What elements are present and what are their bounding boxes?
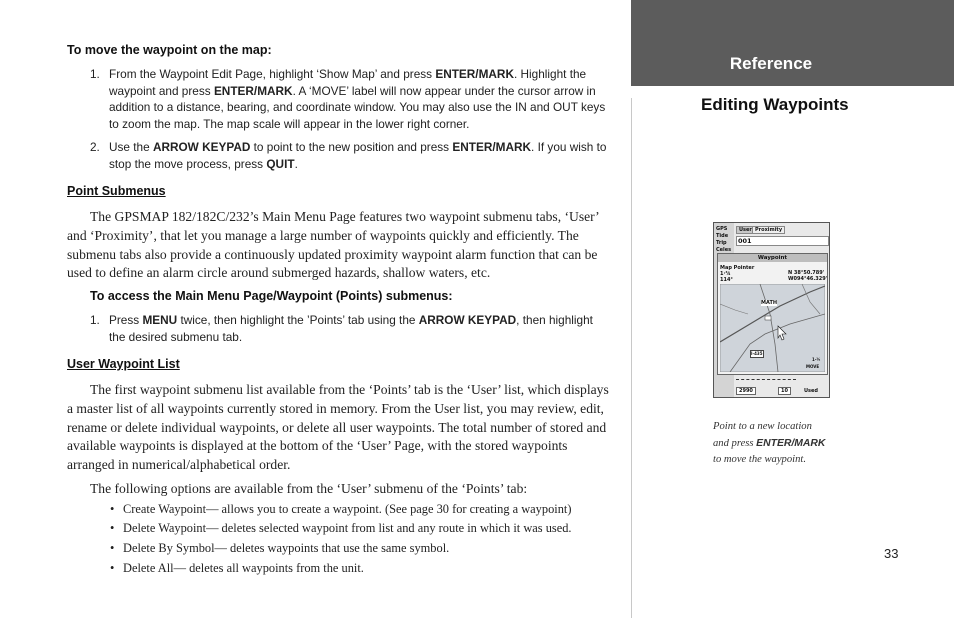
waypoint-list-row: 001	[736, 236, 829, 246]
gps-screenshot	[713, 222, 830, 398]
side-tab: Celes	[716, 247, 732, 253]
step-number: 1.	[90, 313, 100, 327]
section-title: Editing Waypoints	[701, 95, 849, 114]
user-waypoint-list-heading[interactable]: User Waypoint List	[67, 357, 180, 371]
step-text: Press MENU twice, then highlight the ’Points’ tab using the ARROW KEYPAD, then highlight the desired submenu tab.	[109, 313, 593, 344]
step-text: Use the ARROW KEYPAD to point to the new position and press ENTER/MARK. If you wish to stop the move process, press QUIT.	[109, 140, 607, 171]
reference-header-title: Reference	[729, 54, 813, 73]
stored-count: 10	[778, 387, 791, 395]
access-step-1	[90, 312, 610, 346]
used-label: Used	[804, 388, 819, 394]
waypoint-marker	[765, 316, 771, 320]
point-submenus-paragraph: The GPSMAP 182/182C/232’s Main Menu Page features two waypoint submenu tabs, ‘User’ and ‘Proximity’, that let you manage a large number of waypoints quickly and efficiently. The submenu tabs also provide a continuously updated proximity waypoint alarm function that can be used to define an alarm circle around submerged hazards, shallow waters, etc.	[67, 209, 599, 281]
info-longitude: W094°46.329'	[788, 276, 828, 282]
waypoint-dialog	[717, 253, 828, 375]
move-step-1	[90, 66, 610, 134]
side-tab: Trip	[716, 240, 727, 246]
column-divider	[631, 98, 632, 618]
caption-line: and press ENTER/MARK	[713, 437, 826, 449]
move-label: MOVE	[806, 364, 820, 369]
point-submenus-heading[interactable]: Point Submenus	[67, 184, 166, 198]
bullet-item: • Delete Waypoint— deletes selected waypoint from list and any route in which it was used.	[110, 521, 572, 535]
top-tab: Proximity	[752, 226, 785, 234]
route-shield: I-435	[751, 351, 763, 356]
dialog-title: Waypoint	[718, 254, 827, 262]
info-latitude: N 38°50.789'	[788, 270, 825, 276]
side-tab: GPS	[716, 226, 728, 232]
user-waypoint-list-paragraph: The first waypoint submenu list available from the ‘Points’ tab is the ‘User’ list, which displays a master list of all waypoints currently stored in memory. From the User list, you may review, edit, rename or delete individual waypoints, or delete all user waypoints. The total number of stored and available waypoints is displayed at the bottom of the ‘User’ Page, with the stored waypoints arranged in numerical/alphabetical order.	[67, 382, 609, 473]
step-number: 2.	[90, 140, 100, 154]
used-count: 2990	[736, 387, 756, 395]
info-bearing: 114°	[720, 277, 733, 283]
info-distance: 1·¾	[720, 271, 731, 277]
page-number: 33	[884, 546, 899, 561]
map-scale: 1·¾	[812, 357, 821, 362]
side-tab: Tide	[716, 233, 729, 239]
divider	[736, 379, 796, 380]
bullet-item: • Delete By Symbol— deletes waypoints that use the same symbol.	[110, 541, 450, 555]
bullet-item: • Delete All— deletes all waypoints from the unit.	[110, 561, 364, 575]
step-number: 1.	[90, 67, 100, 81]
figure-caption	[713, 419, 825, 469]
caption-line: to move the waypoint.	[713, 454, 806, 465]
access-submenus-heading: To access the Main Menu Page/Waypoint (Points) submenus:	[90, 289, 453, 303]
caption-line: Point to a new location	[713, 421, 812, 432]
bullet-item: • Create Waypoint— allows you to create a waypoint. (See page 30 for creating a waypoint)	[110, 502, 572, 516]
top-tab: User	[736, 226, 755, 234]
options-intro-paragraph: The following options are available from the ‘User’ submenu of the ‘Points’ tab:	[90, 481, 528, 496]
move-waypoint-heading: To move the waypoint on the map:	[67, 43, 272, 57]
map-label: MATH	[761, 300, 778, 306]
step-text: From the Waypoint Edit Page, highlight ‘Show Map’ and press ENTER/MARK. Highlight the waypoint and press ENTER/MARK. A ‘MOVE’ label will now appear under the cursor arrow in addition to a distance, bearing, and coordinate window. You may also use the IN and OUT keys to zoom the map. The map scale will appear in the lower right corner.	[109, 67, 606, 131]
map-view	[720, 284, 825, 372]
move-step-2	[90, 139, 610, 173]
info-name: Map Pointer	[720, 265, 755, 271]
